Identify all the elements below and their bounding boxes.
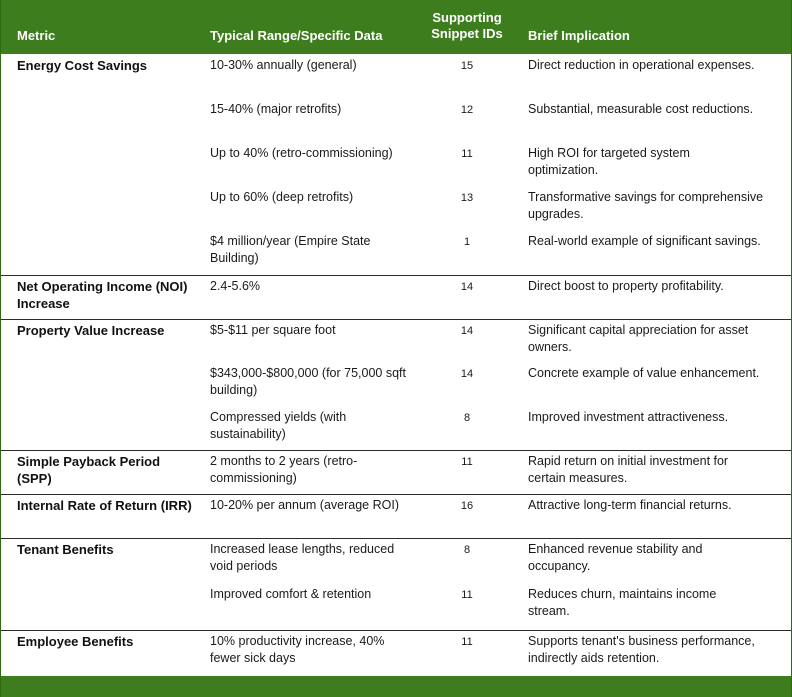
group-tenant-benefits	[1, 538, 791, 630]
metric-label: Employee Benefits	[17, 634, 134, 649]
range-cell: 2.4-5.6%	[210, 279, 261, 293]
implication-cell: Attractive long-term financial returns.	[528, 498, 732, 512]
group-noi-increase	[1, 275, 791, 319]
range-cell: $5-$11 per square foot	[210, 323, 336, 337]
metric-label: Internal Rate of Return (IRR)	[17, 498, 192, 513]
metric-label: Tenant Benefits	[17, 542, 114, 557]
snippet-ids-cell: 15	[460, 60, 474, 72]
snippet-ids-cell: 11	[461, 589, 473, 601]
group-employee-benefits	[1, 630, 791, 676]
implication-cell: Concrete example of value enhancement.	[528, 366, 760, 380]
implication-cell: Substantial, measurable cost reductions.	[528, 102, 754, 116]
snippet-ids-cell: 12	[460, 104, 474, 116]
metric-label: Simple Payback Period (SPP)	[17, 454, 161, 486]
range-cell: Improved comfort & retention	[210, 587, 372, 601]
header-implication: Brief Implication	[528, 28, 630, 43]
metric-label: Energy Cost Savings	[17, 58, 148, 73]
snippet-ids-cell: 14	[460, 368, 474, 380]
metric-label: Property Value Increase	[17, 323, 165, 338]
table-header	[1, 0, 791, 54]
header-range: Typical Range/Specific Data	[210, 28, 383, 43]
snippet-ids-cell: 1	[463, 236, 471, 248]
snippet-ids-cell: 13	[460, 192, 474, 204]
group-property-value-increase	[1, 319, 791, 450]
range-cell: Increased lease lengths, reduced void periods	[210, 542, 395, 573]
group-energy-cost-savings	[1, 54, 791, 275]
implication-cell: Rapid return on initial investment for certain measures.	[528, 454, 729, 485]
header-metric: Metric	[17, 28, 56, 43]
range-cell: Up to 40% (retro-commissioning)	[210, 146, 393, 160]
implication-cell: Improved investment attractiveness.	[528, 410, 729, 424]
range-cell: $343,000-$800,000 (for 75,000 sqft building)	[210, 366, 406, 397]
table-footer-bar	[1, 676, 791, 697]
implication-cell: Transformative savings for comprehensive upgrades.	[528, 190, 764, 221]
range-cell: Compressed yields (with sustainability)	[210, 410, 347, 441]
range-cell: 10-30% annually (general)	[210, 58, 357, 72]
range-cell: Up to 60% (deep retrofits)	[210, 190, 354, 204]
snippet-ids-cell: 8	[463, 544, 471, 556]
implication-cell: Enhanced revenue stability and occupancy.	[528, 542, 703, 573]
implication-cell: Real-world example of significant savings.	[528, 234, 761, 248]
implication-cell: Reduces churn, maintains income stream.	[528, 587, 717, 618]
group-simple-payback-period	[1, 450, 791, 494]
range-cell: $4 million/year (Empire State Building)	[210, 234, 371, 265]
implication-cell: Significant capital appreciation for asset owners.	[528, 323, 749, 354]
metric-label: Net Operating Income (NOI) Increase	[17, 279, 188, 311]
implication-cell: High ROI for targeted system optimization.	[528, 146, 690, 177]
snippet-ids-cell: 11	[461, 456, 473, 468]
header-snippet-ids: Supporting Snippet IDs	[431, 10, 503, 41]
snippet-ids-cell: 16	[460, 500, 474, 512]
group-internal-rate-of-return	[1, 494, 791, 538]
implication-cell: Direct reduction in operational expenses.	[528, 58, 755, 72]
snippet-ids-cell: 11	[461, 148, 473, 160]
snippet-ids-cell: 11	[461, 636, 473, 648]
implication-cell: Direct boost to property profitability.	[528, 279, 724, 293]
snippet-ids-cell: 14	[460, 281, 474, 293]
range-cell: 10-20% per annum (average ROI)	[210, 498, 399, 512]
range-cell: 10% productivity increase, 40% fewer sick days	[210, 634, 385, 665]
snippet-ids-cell: 14	[460, 325, 474, 337]
snippet-ids-cell: 8	[463, 412, 471, 424]
range-cell: 15-40% (major retrofits)	[210, 102, 342, 116]
implication-cell: Supports tenant's business performance, indirectly aids retention.	[528, 634, 755, 665]
range-cell: 2 months to 2 years (retro-commissioning)	[210, 454, 358, 485]
